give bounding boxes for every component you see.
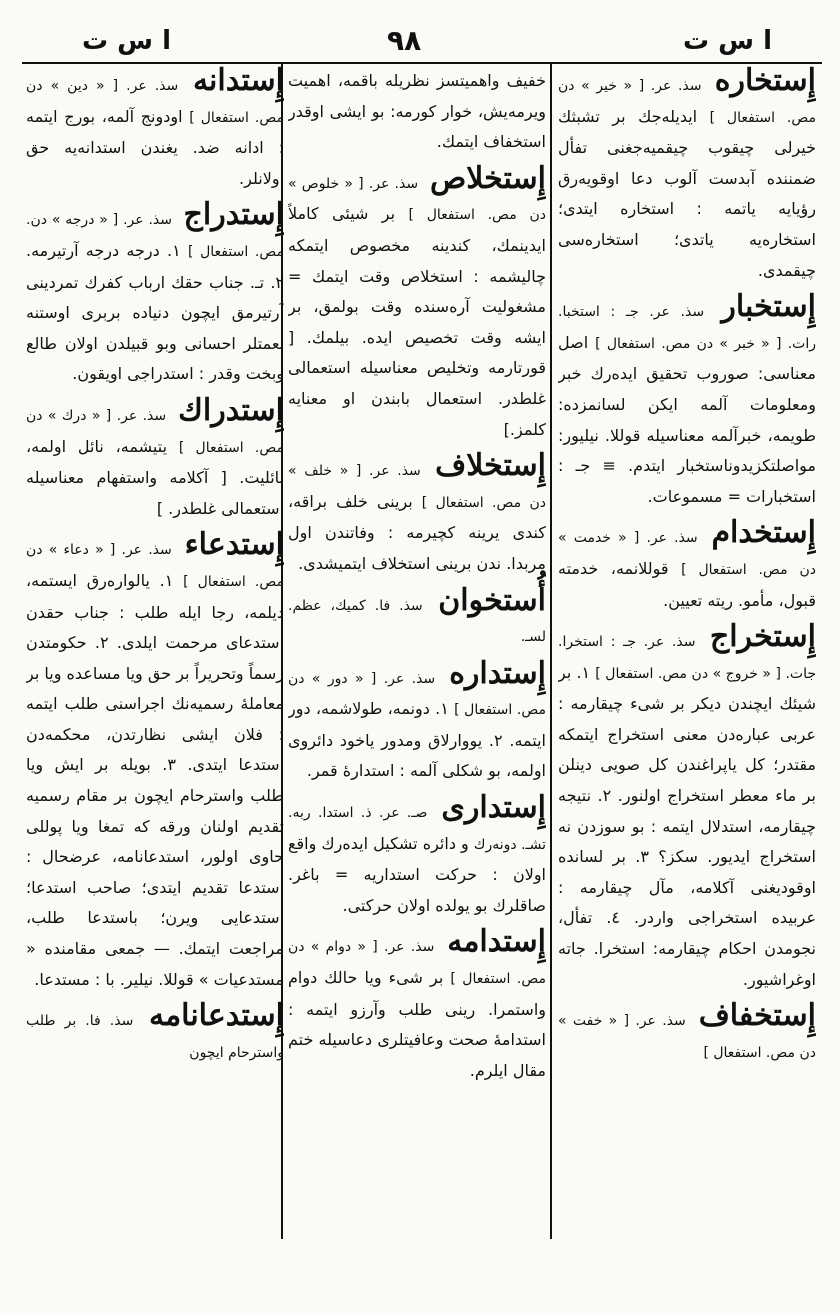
entry-headword: إِستخفاف — [698, 998, 816, 1034]
column-divider — [550, 64, 552, 1239]
entry-grammar: سذ. عر. [ « خدمت » دن مص. استفعال ] — [558, 530, 816, 578]
running-head-left: ا س ت — [82, 26, 172, 56]
entry-definition: و دائره تشكیل ایدەرك واقع اولان : حركت استداریه = باغر. صاقلرك بو یولده اولان حركتی. — [288, 833, 546, 915]
dictionary-entry — [558, 619, 816, 995]
entry-headword: إِستخاره — [714, 66, 816, 98]
dictionary-entry — [26, 527, 284, 995]
dictionary-entry-continuation — [288, 66, 546, 158]
dictionary-entry — [558, 998, 816, 1068]
dictionary-column-middle — [288, 66, 546, 1236]
dictionary-entry — [26, 66, 284, 194]
entry-grammar: سذ. عر. [ « درك » دن مص. استفعال ] — [26, 407, 284, 456]
entry-definition: قوللانمه، خدمته قبول، مأمو. ریته تعیین. — [558, 558, 816, 610]
entry-definition: بر شیئی كاملاً ایدینمك، كندینه مخصوص ایتمكه چالیشمه : استخلاص وقت ایتمك = مشغولیت آرەسنده وقت بولمق، بر ایشه وقت تخصیص ایده. بیلمك. [ قورتارمه وتخلیص معناسیله استعمالی غلطدر. استعمال بابندن او معنایه كلمز.] — [288, 204, 546, 439]
entry-grammar: سذ. عر. [ « دین » دن مص. استفعال ] — [26, 78, 284, 126]
header-rule — [22, 62, 822, 64]
entry-definition: ١. دونمه، طولاشمه، دور ایتمه. ٢. یووارلاق ومدور یاخود دائروی اولمه، بو شكلی آلمه : استدارۀ قمر. — [288, 699, 546, 781]
dictionary-entry — [288, 160, 546, 445]
entry-headword: إِستداره — [449, 655, 546, 691]
entry-headword: إِستدعاء — [184, 527, 284, 563]
dictionary-entry — [288, 582, 546, 653]
entry-grammar: سذ. عر. [ « خیر » دن مص. استفعال ] — [558, 78, 816, 126]
entry-headword: إِستخلاص — [429, 160, 546, 196]
entry-grammar: سذ. عر. [ « خفت » دن مص. استفعال ] — [558, 1013, 816, 1061]
entry-headword: إِستدامه — [447, 924, 546, 960]
entry-definition: ١. درجه درجه آرتیرمه. ٢. تـ. جناب حقك ارباب كفرك تمردینی آرتیرمق ایچون دنیاده بربری اوستنه نعمتلر احسانی وبو قبیلدن اولان طالع وبخت وقدر : استدراجی اویقون. — [26, 240, 284, 384]
entry-grammar: صـ. عر. ذ. استدا. ربه. تشـ. دونەرك — [288, 805, 546, 853]
entry-grammar: سذ. فا. كمیك، عظم. لسـ. — [288, 597, 546, 646]
entry-headword: أُستخوان — [438, 582, 546, 618]
entry-definition: بر شیء ویا حالك دوام واستمرا. رینی طلب وآرزو ایتمه : استدامۀ صحت وعافیتلری دعاسیله ختم مقال ایلرم. — [288, 968, 546, 1080]
entry-headword: إِستداری — [441, 790, 546, 826]
dictionary-column-left — [26, 66, 284, 1236]
entry-headword: إِستخدام — [711, 515, 816, 551]
entry-headword: إِستدعانامه — [149, 998, 284, 1034]
entry-definition: برینی خلف براقه، كندی یرینه كچیرمه : وفاتندن اول مربدا. ندن برینی استخلاف ایتمیشدی. — [288, 491, 546, 573]
dictionary-entry — [558, 289, 816, 512]
dictionary-entry — [288, 924, 546, 1086]
dictionary-entry — [558, 66, 816, 286]
entry-grammar: سذ. عر. [ « خلوص » دن مص. استفعال ] — [288, 175, 546, 224]
entry-headword: إِستدراك — [178, 392, 284, 428]
dictionary-entry — [558, 515, 816, 616]
entry-grammar: سذ. عر. جـ : استخرا. جات. [ « خروج » دن مص. استفعال ] — [558, 634, 816, 682]
entry-headword: إِستدانه — [192, 66, 284, 98]
entry-grammar: سذ. عر. [ « درجه » دن. مص. استفعال ] — [26, 212, 284, 260]
entry-headword: إِستخبار — [721, 289, 816, 325]
entry-definition: ایدیلەجك بر تشبثك خیرلی چیقوب چیقمیەجغنی تفأل ضمننده آبدست آلوب دعا اوقویەرق رؤیایه یاتمه : استخاره ایتدی؛ استخارەیه یاتدی؛ استخارەسی چیقمدی. — [558, 106, 816, 280]
entry-grammar: سذ. فا. بر طلب واسترحام ایچون — [26, 1013, 284, 1061]
entry-grammar: سذ. عر. [ « دوام » دن مص. استفعال ] — [288, 939, 546, 988]
entry-definition: ١. یالوارەرق ایستمه، دیلمه، رجا ایله طلب : جناب حقدن استدعای مرحمت ایلدی. ٢. حكومتدن رسماً وتحریراً بر حق ویا مساعده ویا بر معاملۀ رسمیەنك اجراسنی طلب ایتمه : فلان ایشی نظارتدن، محكمەدن استدعا ایتدی. ٣. بویله بر ایش ویا طلب واسترحام ایچون بر مقام رسمیه تقدیم اولنان ورقه كه تمغا ویا پوللی حاوی اولور، استدعانامه، عرضحال : استدعا تقدیم ایتدی؛ صاحب استدعا؛ استدعایی ویرن؛ باستدعا طلب، مراجعت ایتمك. — جمعی مقامنده « مستدعیات » قوللا. نیلیر. با : مستدعا. — [26, 570, 284, 989]
entry-definition: خفیف واهمیتسز نظریله باقمه، اهمیت ویرمەیش، خوار كورمه: بو ایشی اوقدر استخفاف ایتمك. — [288, 71, 546, 152]
entry-grammar: سذ. عر. جـ : استخبا. رات. [ « خبر » دن مص. استفعال ] — [558, 304, 816, 352]
page-number: ٩٨ — [387, 24, 422, 57]
dictionary-entry — [288, 448, 546, 579]
entry-grammar: سذ. عر. [ « خلف » دن مص. استفعال ] — [288, 463, 546, 511]
dictionary-column-right — [558, 66, 816, 1236]
entry-grammar: سذ. عر. [ « دور » دن مص. استفعال ] — [288, 670, 546, 719]
entry-headword: إِستخراج — [709, 619, 816, 655]
entry-definition: اودونج آلمه، بورج ایتمه : ادانه ضد. یغندن استدانەیه حق اولانلر. — [26, 106, 284, 188]
dictionary-entry — [26, 197, 284, 390]
entry-definition: اصل معناسی: صوروب تحقیق ایدەرك خبر ومعلومات آلمه ایكن لسانمزده: طویمه، خبرآلمه معناسیله قوللا. نیلیور: مواصلتکزیدوناستخبار ایتدم. ≡ جـ : استخبارات = مسموعات. — [558, 332, 816, 506]
dictionary-entry — [26, 998, 284, 1068]
entry-grammar: سذ. عر. [ « دعاء » دن مص. استفعال ] — [26, 542, 284, 590]
dictionary-entry — [26, 392, 284, 524]
entry-definition: ١. بر شیئك ایچندن دیكر بر شیء چیقارمه : عربی عبارەدن معنی استخراج ایتمكه مقتدر؛ كل یاپراغندن كل صویی دینلن بر ماء معطر استخراج اولنور. ٢. نتیجه چیقارمه، استدلال ایتمه : بو سوزدن نه استخراج ایدیور. سكز؟ ٣. بر لسانده اوقودیغنی آكلامه، مآل چیقارمه : عربیده استخراجی واردر. ٤. تفأل، نجومدن احكام چیقارمه: استخرا. جاته اوغراشیور. — [558, 662, 816, 989]
entry-definition: یتیشمه، نائل اولمه، نائلیت. [ آكلامه واستفهام معناسیله استعمالی غلطدر. ] — [26, 436, 284, 518]
page-header — [22, 12, 822, 60]
running-head-right: ا س ت — [682, 26, 772, 56]
entry-headword: إِستخلاف — [435, 448, 546, 484]
dictionary-entry — [288, 790, 546, 921]
dictionary-entry — [288, 655, 546, 787]
entry-headword: إِستدراج — [183, 197, 284, 233]
